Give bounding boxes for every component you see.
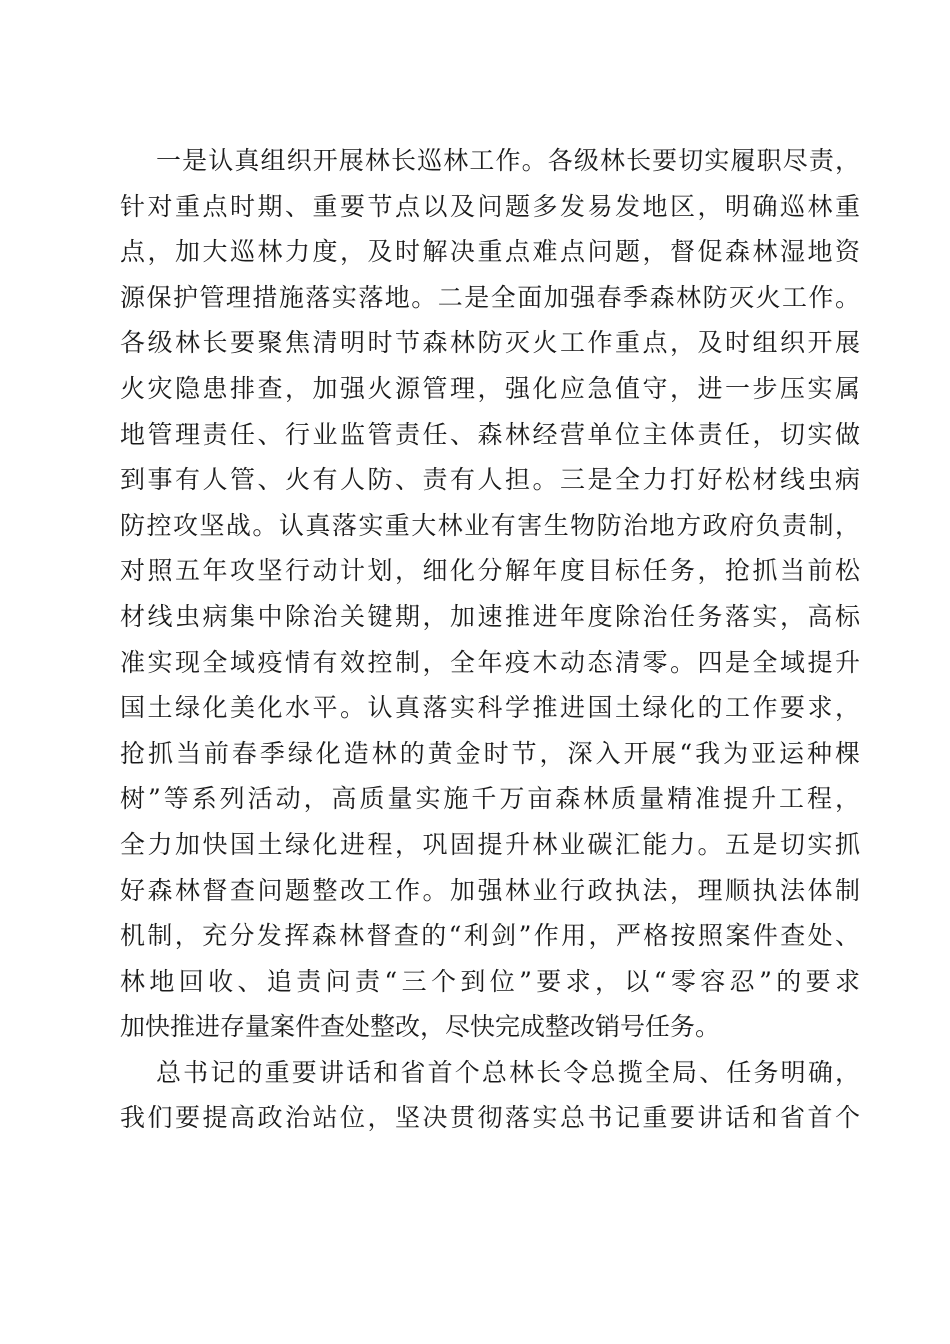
text-line: 防控攻坚战。认真落实重大林业有害生物防治地方政府负责制， bbox=[120, 510, 860, 540]
text-line: 抢抓当前春季绿化造林的黄金时节，深入开展“我为亚运种棵 bbox=[120, 738, 860, 768]
text-line: 全力加快国土绿化进程，巩固提升林业碳汇能力。五是切实抓 bbox=[120, 829, 860, 859]
text-line: 林地回收、追责问责“三个到位”要求，以“零容忍”的要求 bbox=[120, 966, 860, 996]
text-line: 好森林督查问题整改工作。加强林业行政执法，理顺执法体制 bbox=[120, 875, 860, 905]
text-line: 国土绿化美化水平。认真落实科学推进国土绿化的工作要求， bbox=[120, 693, 860, 723]
text-line: 源保护管理措施落实落地。二是全面加强春季森林防灭火工作。 bbox=[120, 282, 860, 312]
text-line: 机制，充分发挥森林督查的“利剑”作用，严格按照案件查处、 bbox=[120, 921, 860, 951]
text-line: 各级林长要聚焦清明时节森林防灭火工作重点，及时组织开展 bbox=[120, 328, 860, 358]
text-line: 加快推进存量案件查处整改，尽快完成整改销号任务。 bbox=[120, 1012, 721, 1042]
text-line: 到事有人管、火有人防、责有人担。三是全力打好松材线虫病 bbox=[120, 465, 860, 495]
text-line: 点，加大巡林力度，及时解决重点难点问题，督促森林湿地资 bbox=[120, 237, 860, 267]
text-line: 树”等系列活动，高质量实施千万亩森林质量精准提升工程， bbox=[120, 784, 860, 814]
document-body bbox=[120, 138, 860, 1141]
text-line: 材线虫病集中除治关键期，加速推进年度除治任务落实，高标 bbox=[120, 601, 860, 631]
paragraph-1 bbox=[120, 138, 860, 1050]
text-line: 一是认真组织开展林长巡林工作。各级林长要切实履职尽责， bbox=[156, 146, 860, 175]
text-line: 针对重点时期、重要节点以及问题多发易发地区，明确巡林重 bbox=[120, 191, 860, 221]
text-line: 地管理责任、行业监管责任、森林经营单位主体责任，切实做 bbox=[120, 419, 860, 449]
text-line: 准实现全域疫情有效控制，全年疫木动态清零。四是全域提升 bbox=[120, 647, 860, 677]
paragraph-2 bbox=[120, 1050, 860, 1141]
text-line: 总书记的重要讲话和省首个总林长令总揽全局、任务明确， bbox=[156, 1057, 860, 1087]
text-line: 火灾隐患排查，加强火源管理，强化应急值守，进一步压实属 bbox=[120, 373, 860, 403]
text-line: 对照五年攻坚行动计划，细化分解年度目标任务，抢抓当前松 bbox=[120, 556, 860, 586]
text-line: 我们要提高政治站位，坚决贯彻落实总书记重要讲话和省首个 bbox=[120, 1103, 860, 1133]
